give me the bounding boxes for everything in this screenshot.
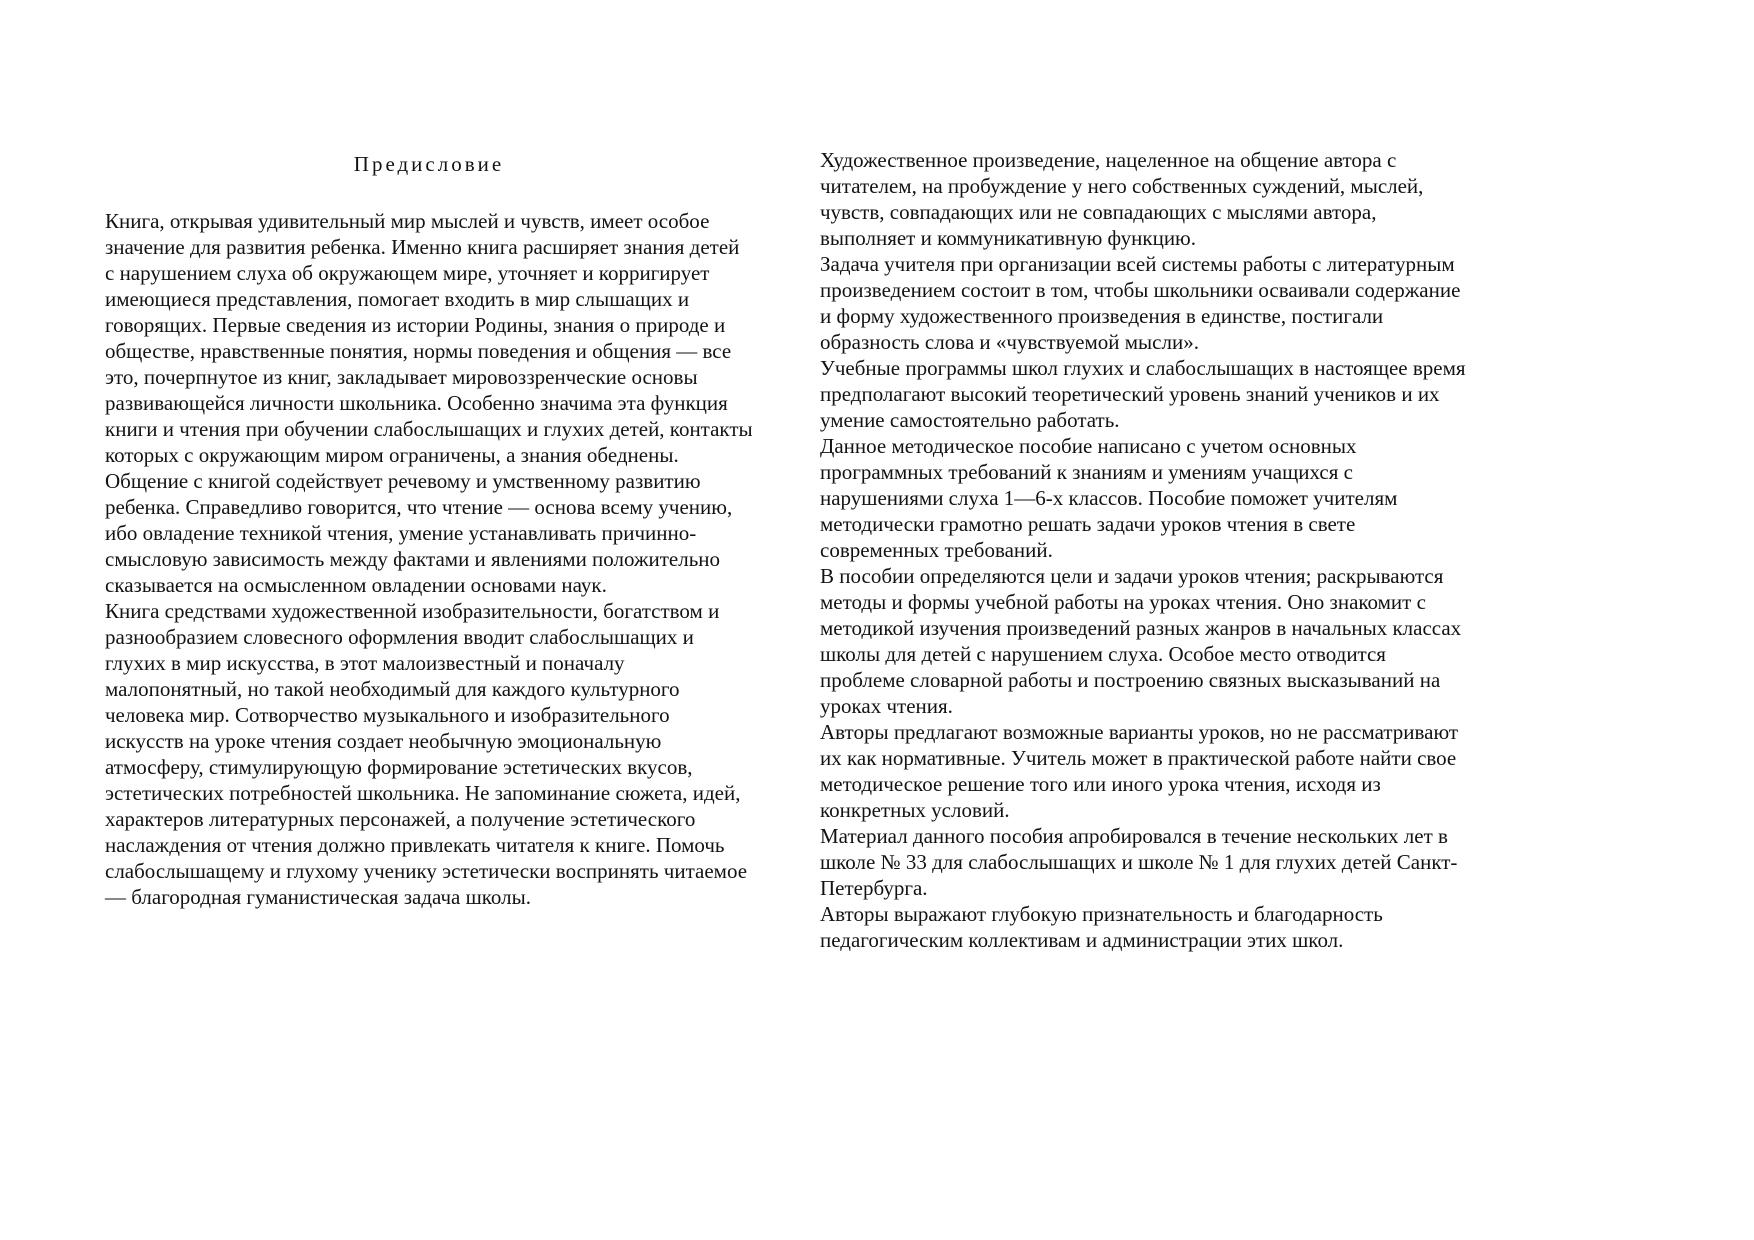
paragraph: Авторы предлагают возможные варианты уроков, но не рассматривают их как нормативные. Учитель может в практической работе найти свое методическое решение того или иного урока чтения, исходя из конкретных условий. [820, 720, 1459, 822]
paragraph: Художественное произведение, нацеленное на общение автора с читателем, на пробуждение у него собственных суждений, мыслей, чувств, совпадающих или не совпадающих с мыслями автора, выполняет и коммуникативную функцию. [820, 148, 1424, 250]
paragraph: Авторы выражают глубокую признательность и благодарность педагогическим коллективам и администрации этих школ. [820, 902, 1383, 952]
left-column [105, 150, 753, 910]
paragraph: Книга средствами художественной изобразительности, богатством и разнообразием словесного оформления вводит слабослышащих и глухих в мир искусства, в этот малоизвестный и поначалу малопонятный, но такой необходимый для каждого культурного человека мир. Сотворчество музыкального и изобразительного искусств на уроке чтения создает необычную эмоциональную атмосферу, стимулирующую формирование эстетических вкусов, эстетических потребностей школьника. Не запоминание сюжета, идей, характеров литературных персонажей, а получение эстетического наслаждения от чтения должно привлекать читателя к книге. Помочь слабослышащему и глухому ученику эстетически воспринять читаемое — благородная гуманистическая задача школы. [105, 599, 748, 909]
page-title: Предисловие [353, 152, 505, 176]
paragraph: Материал данного пособия апробировался в течение нескольких лет в школе № 33 для слабослышащих и школе № 1 для глухих детей Санкт-Петербурга. [820, 824, 1458, 900]
paragraph: Общение с книгой содействует речевому и умственному развитию ребенка. Справедливо говорится, что чтение — основа всему учению, ибо овладение техникой чтения, умение устанавливать причинно-смысловую зависимость между фактами и явлениями положительно сказывается на осмысленном овладении основами наук. [105, 469, 733, 597]
paragraph: Учебные программы школ глухих и слабослышащих в настоящее время предполагают высокий теоретический уровень знаний учеников и их умение самостоятельно работать. [820, 356, 1466, 432]
paragraph: Задача учителя при организации всей системы работы с литературным произведением состоит в том, чтобы школьники осваивали содержание и форму художественного произведения в единстве, постигали образность слова и «чувствуемой мысли». [820, 252, 1461, 354]
paragraph: Данное методическое пособие написано с учетом основных программных требований к знаниям и умениям учащихся с нарушениями слуха 1—6-х классов. Пособие поможет учителям методически грамотно решать задачи уроков чтения в свете современных требований. [820, 434, 1398, 562]
right-column [820, 147, 1468, 953]
paragraph: В пособии определяются цели и задачи уроков чтения; раскрываются методы и формы учебной работы на уроках чтения. Оно знакомит с методикой изучения произведений разных жанров в начальных классах школы для детей с нарушением слуха. Особое место отводится проблеме словарной работы и построению связных высказываний на уроках чтения. [820, 564, 1462, 718]
paragraph: Книга, открывая удивительный мир мыслей и чувств, имеет особое значение для развития ребенка. Именно книга расширяет знания детей с нарушением слуха об окружающем мире, уточняет и корригирует имеющиеся представления, помогает входить в мир слышащих и говорящих. Первые сведения из истории Родины, знания о природе и обществе, нравственные понятия, нормы поведения и общения — все это, почерпнутое из книг, закладывает мировоззренческие основы развивающейся личности школьника. Особенно значима эта функция книги и чтения при обучении слабослышащих и глухих детей, контакты которых с окружающим миром ограничены, а знания обеднены. [105, 209, 753, 467]
